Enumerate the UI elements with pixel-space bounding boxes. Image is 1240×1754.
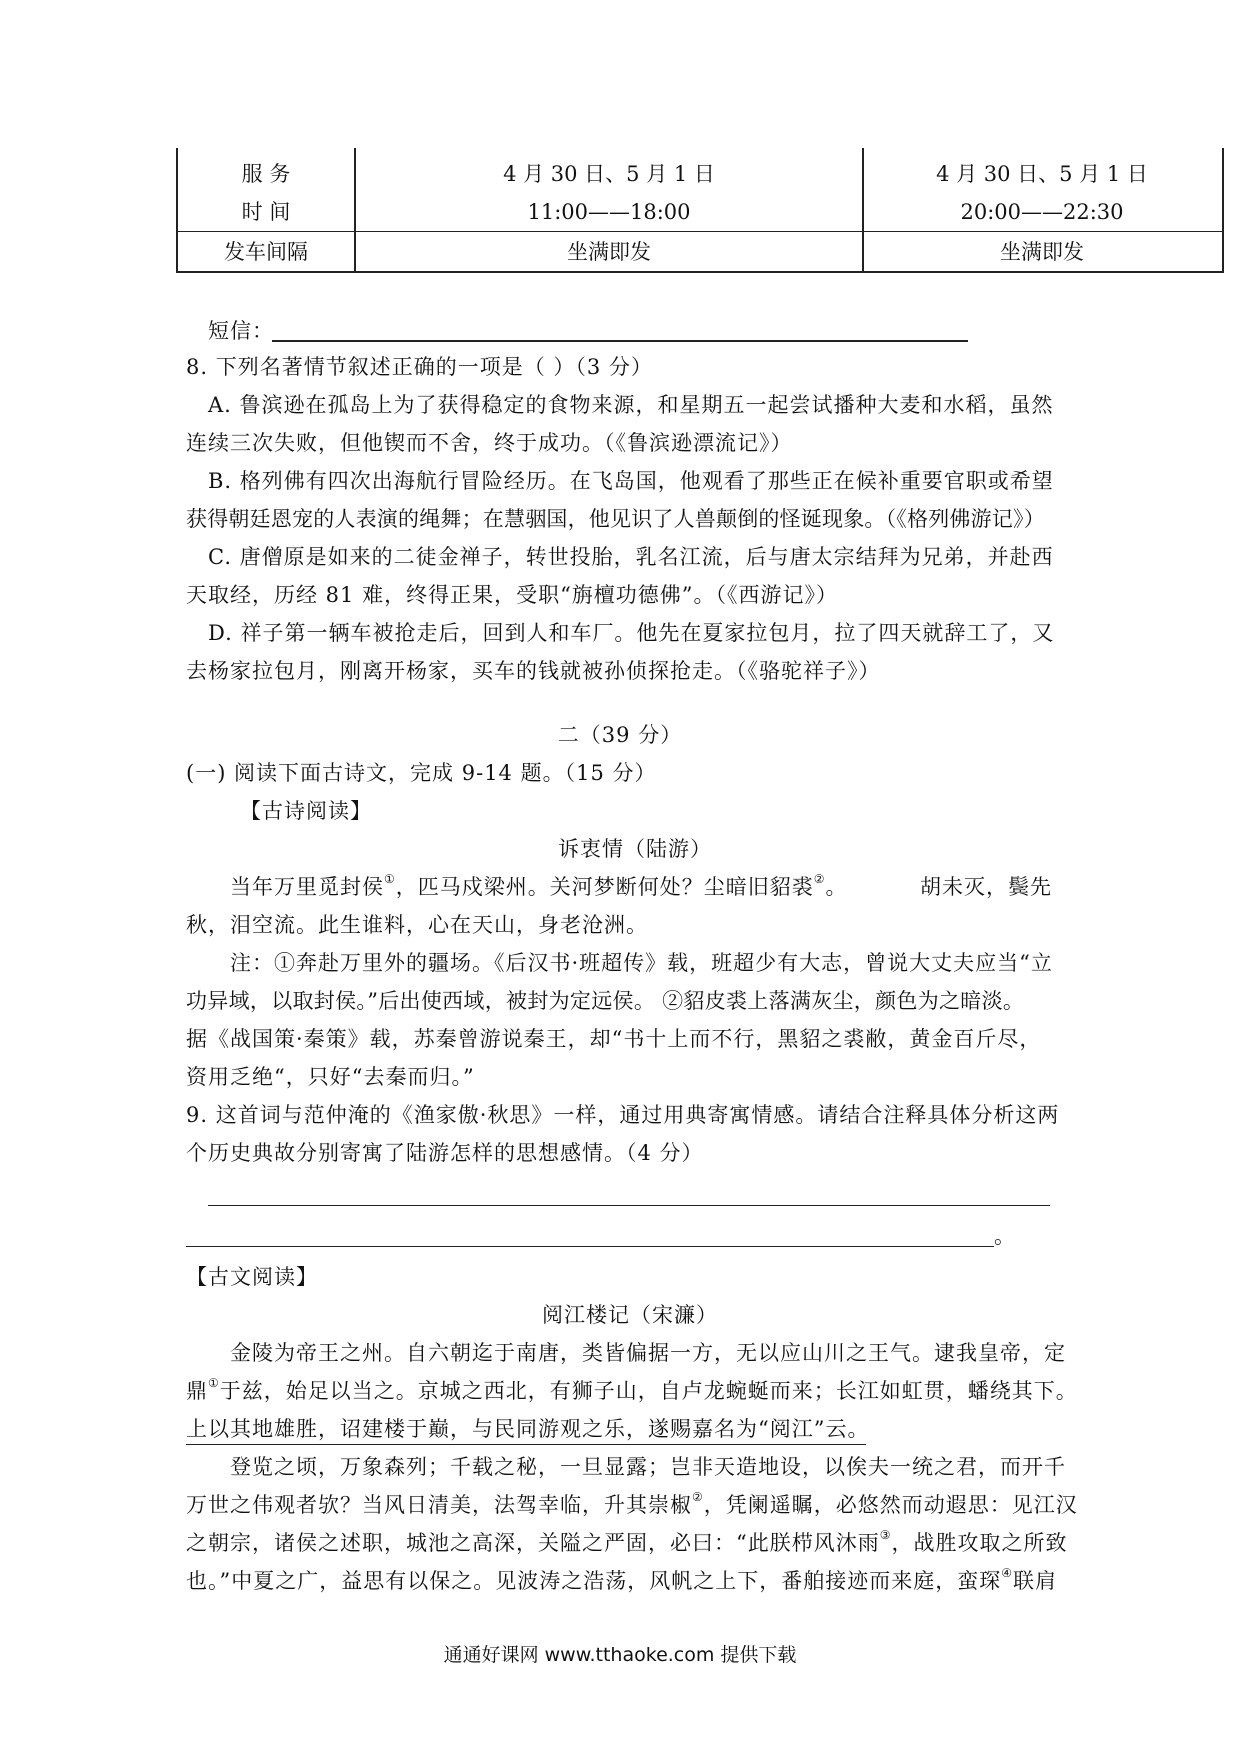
q9-line-2: 个历史典故分别寄寓了陆游怎样的思想感情。（4 分） bbox=[186, 1141, 704, 1165]
underline-emphasis bbox=[186, 1444, 866, 1445]
prose-text: ，凭阑遥瞩，必悠然而动遐思：见江汉 bbox=[703, 1493, 1078, 1517]
q8-option-b-cont: 获得朝廷恩宠的人表演的绳舞；在慧骃国，他见识了人兽颠倒的怪诞现象。（《格列佛游记》） bbox=[186, 507, 1045, 531]
prose-p1-line-3: 上以其地雄胜，诏建楼于巅，与民同游观之乐，遂赐嘉名为“阅江”云。 bbox=[186, 1417, 870, 1441]
footnote-mark: ② bbox=[813, 872, 826, 886]
prose-text: 万世之伟观者欤？当风日清美，法驾幸临，升其崇椒 bbox=[186, 1493, 692, 1517]
time-label: 时 间 bbox=[241, 200, 291, 224]
prose-p2-line-3 bbox=[186, 1528, 1068, 1555]
poem-line-1-end: 胡未灭，鬓先 bbox=[920, 875, 1052, 899]
prose-tag: 【古文阅读】 bbox=[186, 1265, 318, 1289]
table-row-divider bbox=[178, 231, 1222, 232]
q8-option-a-cont: 连续三次失败，但他锲而不舍，终于成功。（《鲁滨逊漂流记》） bbox=[186, 431, 793, 455]
prose-text: ，战胜攻取之所致 bbox=[891, 1531, 1068, 1555]
part1-instruction: (一) 阅读下面古诗文，完成 9-14 题。（15 分） bbox=[186, 761, 657, 785]
prose-text: 也。”中夏之广，益思有以保之。见波涛之浩荡，风帆之上下，番舶接迹而来庭，蛮琛 bbox=[186, 1569, 1002, 1593]
col1-date: 4 月 30 日、5 月 1 日 bbox=[503, 162, 715, 186]
poem-line-1 bbox=[230, 872, 848, 899]
poem-title: 诉衷情（陆游） bbox=[558, 837, 712, 861]
poem-text: ，匹马戍梁州。关河梦断何处？尘暗旧貂裘 bbox=[395, 875, 814, 899]
q8-option-c-cont: 天取经，历经 81 难，终得正果，受职“旃檀功德佛”。（《西游记》） bbox=[186, 583, 839, 607]
q8-stem: 8. 下列名著情节叙述正确的一项是（ ）（3 分） bbox=[186, 355, 653, 379]
note-line-4: 资用乏绝“，只好“去秦而归。” bbox=[186, 1065, 475, 1089]
prose-p2-line-2 bbox=[186, 1490, 1078, 1517]
q8-option-d: D. 祥子第一辆车被抢走后，回到人和车厂。他先在夏家拉包月，拉了四天就辞工了，又 bbox=[208, 621, 1055, 645]
schedule-table bbox=[176, 148, 1224, 273]
footnote-mark: ① bbox=[208, 1376, 220, 1390]
col2-date: 4 月 30 日、5 月 1 日 bbox=[936, 162, 1148, 186]
prose-text: 之朝宗，诸侯之述职，城池之高深，关隘之严固，必曰：“此朕栉风沐雨 bbox=[186, 1531, 880, 1555]
footnote-mark: ② bbox=[692, 1490, 704, 1504]
note-line-3: 据《战国策·秦策》载，苏秦曾游说秦王，却“书十上而不行，黑貂之裘敝，黄金百斤尽， bbox=[186, 1027, 1042, 1051]
poem-text: 当年万里觅封侯 bbox=[230, 875, 384, 899]
answer-line-2[interactable] bbox=[186, 1246, 994, 1247]
q8-option-a: A. 鲁滨逊在孤岛上为了获得稳定的食物来源，和星期五一起尝试播种大麦和水稻，虽然 bbox=[208, 393, 1054, 417]
service-label: 服 务 bbox=[241, 162, 291, 186]
interval-label: 发车间隔 bbox=[224, 240, 308, 264]
poem-line-2: 秋，泪空流。此生谁料，心在天山，身老沧洲。 bbox=[186, 913, 648, 937]
q8-option-c: C. 唐僧原是如来的二徒金禅子，转世投胎，乳名江流，后与唐太宗结拜为兄弟，并赴西 bbox=[208, 545, 1054, 569]
answer-line-1[interactable] bbox=[208, 1205, 1050, 1206]
prose-text: 于兹，始足以当之。京城之西北，有狮子山，自卢龙蜿蜒而来；长江如虹贯，蟠绕其下。 bbox=[219, 1379, 1078, 1403]
q9-line-1: 9. 这首词与范仲淹的《渔家傲·秋思》一样，通过用典寄寓情感。请结合注释具体分析这两 bbox=[186, 1103, 1060, 1127]
prose-p1-line-1: 金陵为帝王之州。自六朝迄于南唐，类皆偏据一方，无以应山川之王气。逮我皇帝，定 bbox=[230, 1341, 1066, 1365]
footnote-mark: ① bbox=[384, 872, 396, 886]
sms-label: 短信： bbox=[208, 319, 274, 343]
col1-time: 11:00——18:00 bbox=[527, 200, 691, 224]
poem-tag: 【古诗阅读】 bbox=[240, 799, 372, 823]
footer-source: 通通好课网 www.tthaoke.com 提供下载 bbox=[443, 1644, 797, 1666]
col2-time: 20:00——22:30 bbox=[960, 200, 1124, 224]
footnote-mark: ③ bbox=[879, 1528, 892, 1542]
q8-option-b: B. 格列佛有四次出海航行冒险经历。在飞岛国，他观看了那些正在候补重要官职或希望 bbox=[208, 469, 1054, 493]
prose-p2-line-4 bbox=[186, 1566, 1057, 1593]
prose-title: 阅江楼记（宋濂） bbox=[542, 1303, 718, 1327]
section-heading: 二（39 分） bbox=[557, 723, 683, 747]
answer-end-mark: 。 bbox=[994, 1224, 1016, 1248]
note-line-1: 注：①奔赴万里外的疆场。《后汉书·班超传》载，班超少有大志，曾说大丈夫应当“立 bbox=[230, 951, 1053, 975]
note-line-2: 功异域，以取封侯。”后出使西域，被封为定远侯。 ②貂皮裘上落满灰尘，颜色为之暗淡。 bbox=[186, 989, 1025, 1013]
footnote-mark: ④ bbox=[1001, 1566, 1013, 1580]
col1-interval: 坐满即发 bbox=[567, 240, 651, 264]
col2-interval: 坐满即发 bbox=[1000, 240, 1084, 264]
sms-answer-line bbox=[272, 340, 968, 342]
prose-text: 鼎 bbox=[186, 1379, 208, 1403]
q8-option-d-cont: 去杨家拉包月，刚离开杨家，买车的钱就被孙侦探抢走。（《骆驼祥子》） bbox=[186, 659, 881, 683]
poem-text: 。 bbox=[825, 875, 848, 899]
prose-p2-line-1: 登览之顷，万象森列；千载之秘，一旦显露；岂非天造地设，以俟夫一统之君，而开千 bbox=[230, 1455, 1066, 1479]
prose-p1-line-2 bbox=[186, 1376, 1078, 1403]
prose-text: 联肩 bbox=[1013, 1569, 1057, 1593]
